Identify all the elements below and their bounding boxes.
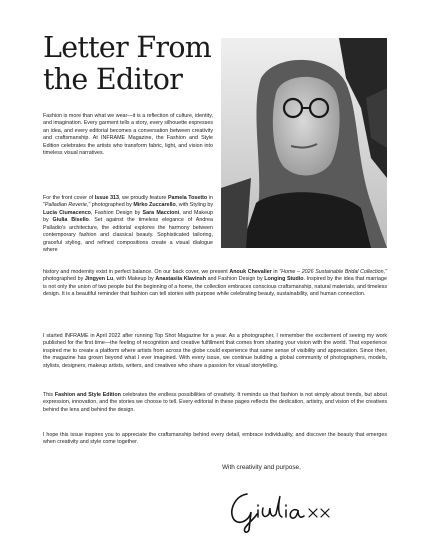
makeup-artist-name: Giulia Bisello [52, 217, 89, 224]
story-paragraph: I started INFRAME in April 2022 after running Top Shot Magazine for a year. As a photographer, I remember the excitement of seeing my work published for the first time—the feeling of recognition and creative fulfillment that comes from sharing your vision with the world. That experience inspired me to create a platform where artists from across the globe could experience that same sense of visibility and appreciation. Since then, the magazine has grown beyond what I ever imagined. With every issue, we continue building a global community of photographers, models, stylists, designers, makeup artists, writers, and creatives who share a passion for visual storytelling. [43, 333, 387, 369]
photographer-name: Mirko Zuccarello [133, 202, 176, 209]
closing-line: With creativity and purpose, [222, 464, 301, 471]
front-cover-paragraph: For the front cover of Issue 313, we proudly feature Pamela Tosetto in "Palladian Reverie," photographed by Mirko Zuccarello, with Styling by Lucia Ciumacenco, Fashion Design by Sara Maccioni, and Makeup by Giulia Bisello. Set against the timeless elegance of Andrea Palladio's architecture, the editorial explores the harmony between contemporary fashion and classical beauty. Sophisticated tailoring, graceful styling, and refined compositions create a visual dialogue where [43, 195, 214, 254]
back-cover-model-name: Anouk Chevalier [229, 269, 272, 275]
cover-model-name: Pamela Tosetto [167, 195, 208, 201]
handwritten-signature [225, 486, 335, 534]
page-title [43, 32, 233, 96]
closing-paragraph: I hope this issue inspires you to appreciate the craftsmanship behind every detail, embrace individuality, and discover the beauty that emerges when creativity and style come together. [43, 432, 387, 446]
designer-name: Sara Maccioni [142, 209, 180, 216]
title-line-2: the Editor [43, 63, 183, 96]
back-photographer-name: Jingyen Lu [84, 276, 114, 283]
editor-portrait-photo [221, 38, 387, 248]
title-line-1: Letter From [43, 31, 212, 64]
stylist-name: Lucia Ciumacenco [43, 209, 91, 216]
issue-number: Issue 313 [94, 195, 119, 201]
intro-paragraph: Fashion is more than what we wear—it is a reflection of culture, identity, and imagination. Every garment tells a story, every silhouette expresses an idea, and every editorial becomes a conversation between creativity and craftsmanship. At INFRAME Magazine, the Fashion and Style Edition celebrates the artists who transform fabric, light, and vision into timeless visual narratives. [43, 113, 213, 157]
cover-story-title: "Palladian Reverie," [43, 202, 91, 209]
edition-name: Fashion and Style Edition [54, 392, 121, 398]
edition-paragraph: This Fashion and Style Edition celebrates the endless possibilities of creativity. It reminds us that fashion is not simply about trends, but about expression, innovation, and the stories we choose to tell. Every editorial in these pages reflects the dedication, artistry, and vision of the creatives behind the lens and behind the design. [43, 392, 387, 413]
back-designer-name: Longing Studio [264, 276, 304, 283]
back-makeup-name: Anastasiia Klavinsh [155, 276, 206, 283]
back-cover-paragraph: history and modernity exist in perfect balance. On our back cover, we present Anouk Chevalier in "Home – 2026 Sustainable Bridal Collection," photographed by Jingyen Lu, with Makeup by Anastasiia Klavinsh and Fashion Design by Longing Studio. Inspired by the idea that marriage is not only the union of two people but the beginning of a home, the collection embraces conscious craftsmanship, natural materials, and timeless design. It is a beautiful reminder that fashion can tell stories with purpose while celebrating beauty, sustainability, and human connection. [43, 269, 387, 298]
back-cover-title: "Home – 2026 Sustainable Bridal Collection," [279, 269, 387, 275]
